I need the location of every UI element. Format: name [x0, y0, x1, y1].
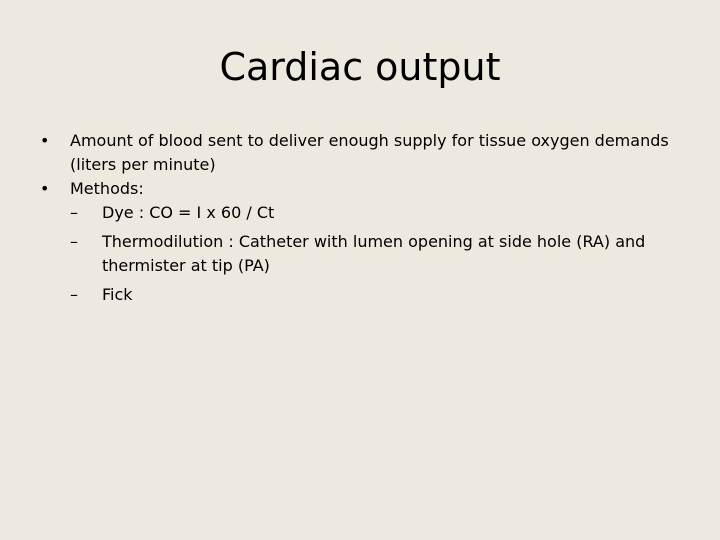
subitem-thermodilution	[70, 230, 690, 278]
bullet-text-methods: Methods:	[70, 179, 144, 198]
subitem-text-dye: Dye : CO = I x 60 / Ct	[102, 203, 275, 222]
dash-marker: –	[70, 203, 78, 222]
bullet-marker: •	[40, 179, 50, 198]
subitem-fick	[70, 283, 690, 307]
slide-title: Cardiac output	[219, 45, 501, 89]
dash-marker: –	[70, 285, 78, 304]
subitem-text-fick: Fick	[102, 285, 133, 304]
methods-sublist	[70, 201, 690, 307]
bullet-item-amount	[40, 129, 690, 177]
subitem-text-thermodilution: Thermodilution : Catheter with lumen opening at side hole (RA) and thermister at tip (PA)	[102, 232, 646, 275]
subitem-dye	[70, 201, 690, 225]
dash-marker: –	[70, 232, 78, 251]
bullet-marker: •	[40, 131, 50, 150]
bullet-text-amount: Amount of blood sent to deliver enough supply for tissue oxygen demands (liters per minute)	[70, 131, 669, 174]
bullet-list	[40, 129, 690, 312]
bullet-item-methods	[40, 177, 690, 307]
